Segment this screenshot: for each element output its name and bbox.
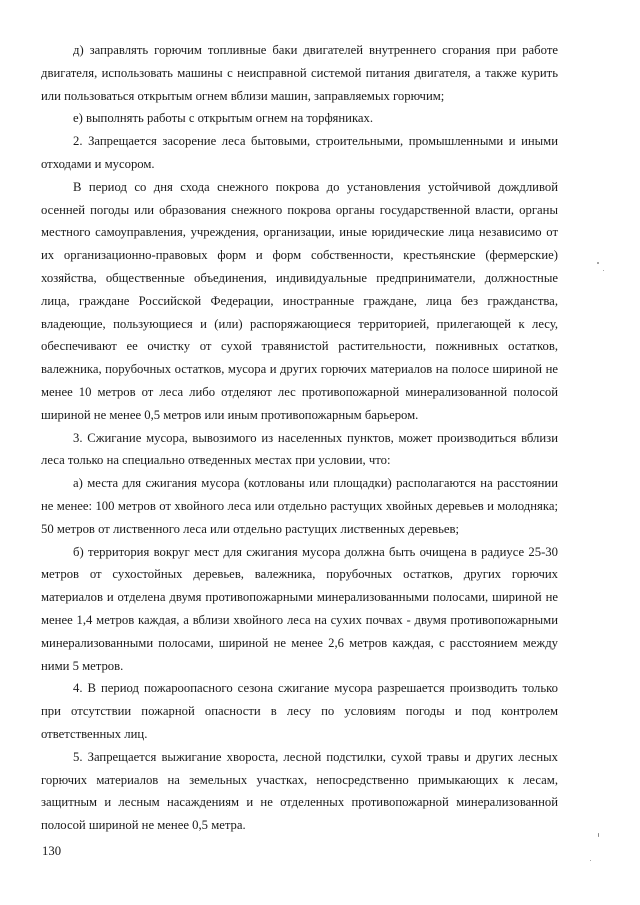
paragraph-3-waste-burning: 3. Сжигание мусора, вывозимого из населенных пунктов, может производиться вблизи леса только на специально отведенных местах при условии, что: <box>41 430 558 468</box>
paragraph-4-fire-season: 4. В период пожароопасного сезона сжигание мусора разрешается производить только при отсутствии пожарной опасности в лесу по условиям погоды и под контролем ответственных лиц. <box>41 681 558 741</box>
scan-speck <box>598 833 599 837</box>
scan-speck <box>603 270 604 271</box>
scan-speck <box>597 262 599 264</box>
paragraph-a-burning-sites: а) места для сжигания мусора (котлованы или площадки) располагаются на расстоянии не менее: 100 метров от хвойного леса или отдельно растущих хвойных деревьев и молодняка; 50 метров от лиственного леса или отдельно растущих лиственных деревьев; <box>41 476 558 536</box>
page-number: 130 <box>42 844 62 858</box>
scan-speck <box>590 860 591 861</box>
paragraph-e-peat-fire: е) выполнять работы с открытым огнем на торфяниках. <box>73 111 374 126</box>
paragraph-clearing-period: В период со дня схода снежного покрова до установления устойчивой дождливой осенней погоды или образования снежного покрова органы государственной власти, органы местного самоуправления, учреждения, организации, иные юридические лица независимо от их организационно-правовых форм и форм собственности, крестьянские (фермерские) хозяйства, общественные объединения, индивидуальные предприниматели, должностные лица, граждане Российской Федерации, иностранные граждане, лица без гражданства, владеющие, пользующиеся и (или) распоряжающиеся территорией, прилегающей к лесу, обеспечивают ее очистку от сухой травянистой растительности, пожнивных остатков, валежника, порубочных остатков, мусора и других горючих материалов на полосе шириной не менее 10 метров от леса либо отделяют лес противопожарной минерализованной полосой шириной не менее 0,5 метров или иным противопожарным барьером. <box>41 179 558 422</box>
paragraph-5-burning-ban: 5. Запрещается выжигание хвороста, лесной подстилки, сухой травы и других лесных горючих материалов на земельных участках, непосредственно примыкающих к лесам, защитным и лесным насаждениям и не отделенных противопожарной минерализованной полосой шириной не менее 0,5 метра. <box>41 749 558 833</box>
paragraph-d-refueling: д) заправлять горючим топливные баки двигателей внутреннего сгорания при работе двигателя, использовать машины с неисправной системой питания двигателя, а также курить или пользоваться открытым огнем вблизи машин, заправляемых горючим; <box>41 43 558 103</box>
paragraph-b-site-clearing: б) территория вокруг мест для сжигания мусора должна быть очищена в радиусе 25-30 метров от сухостойных деревьев, валежника, порубочных остатков, других горючих материалов и отделена двумя противопожарными минерализованными полосами, шириной не менее 1,4 метров каждая, а вблизи хвойного леса на сухих почвах - двумя противопожарными минерализованными полосами, шириной не менее 2,6 метров каждая, с расстоянием между ними 5 метров. <box>41 544 558 673</box>
document-body <box>41 39 558 837</box>
paragraph-2-littering: 2. Запрещается засорение леса бытовыми, строительными, промышленными и иными отходами и мусором. <box>41 134 558 171</box>
